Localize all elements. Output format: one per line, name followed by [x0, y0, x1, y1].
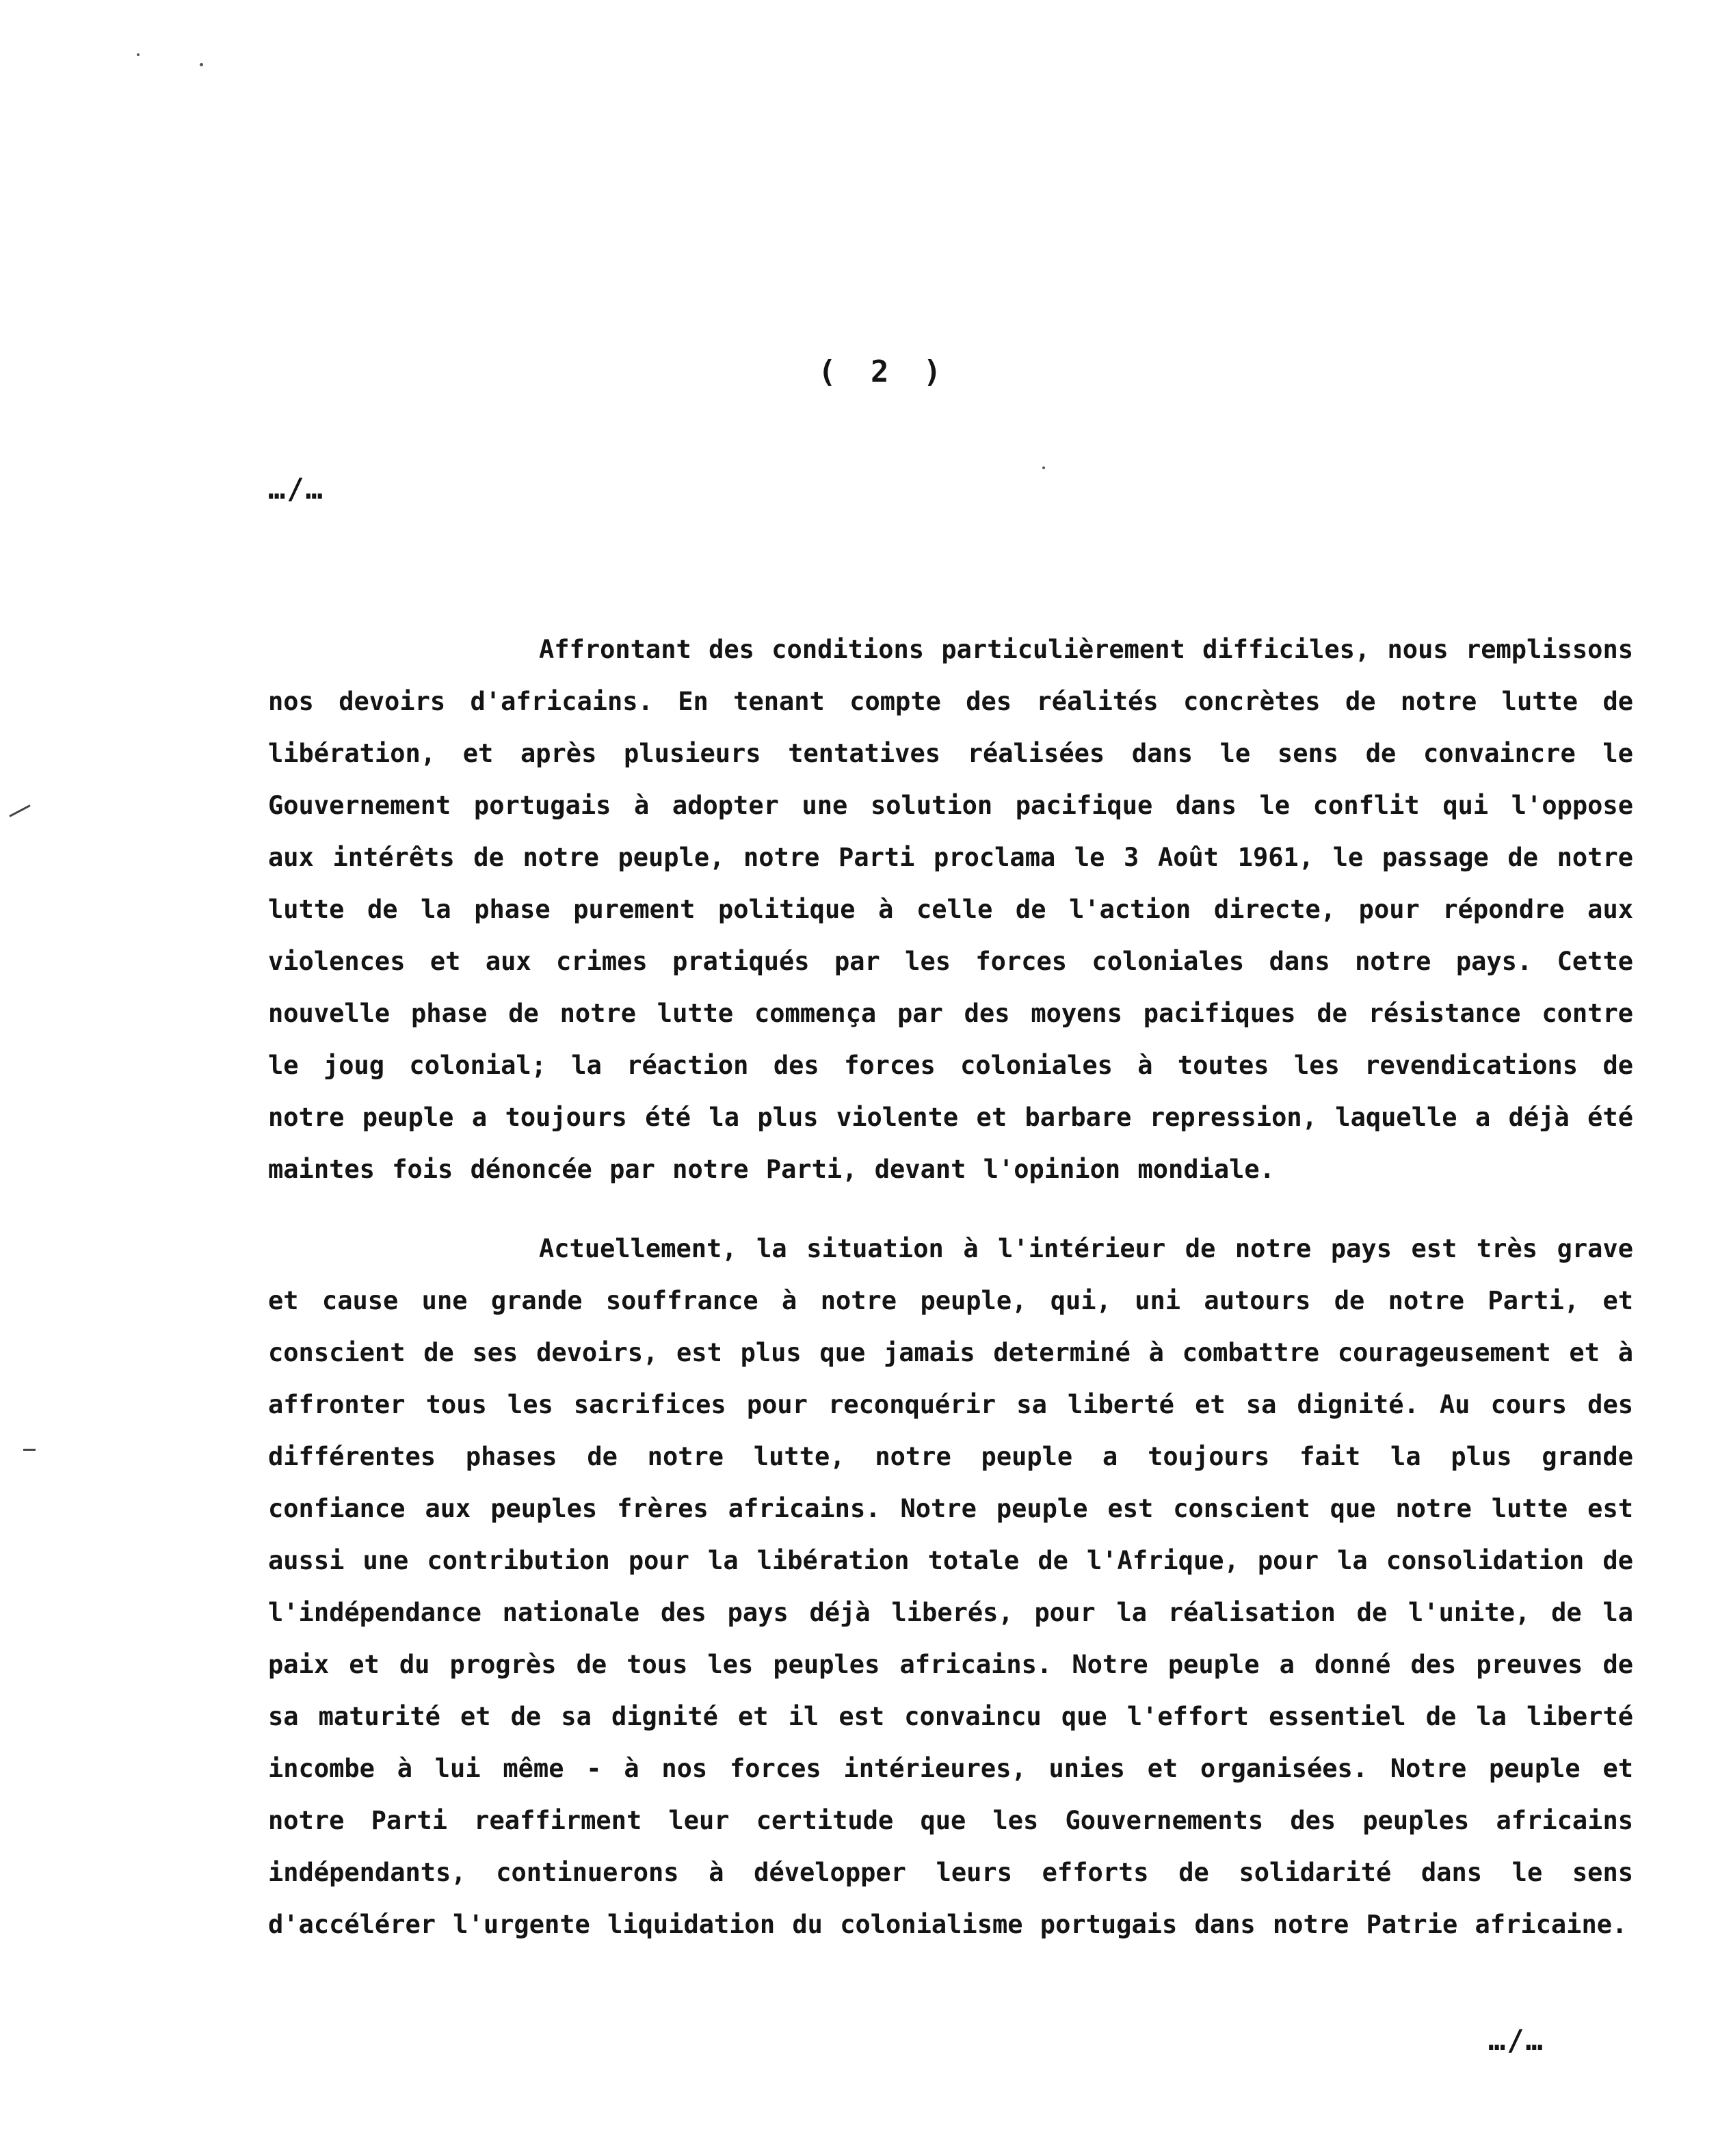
paragraph-1: Affrontant des conditions particulièrement difficiles, nous remplissons nos devoirs d'africains. En tenant compte des réalités concrètes de notre lutte de libération, et après plusieurs tentatives réalisées dans le sens de convaincre le Gouvernement portugais à adopter une solution pacifique dans le conflit qui l'oppose aux intérêts de notre peuple, notre Parti proclama le 3 Août 1961, le passage de notre lutte de la phase purement politique à celle de l'action directe, pour répondre aux violences et aux crimes pratiqués par les forces coloniales dans notre pays. Cette nouvelle phase de notre lutte commença par des moyens pacifiques de résistance contre le joug colonial; la réaction des forces coloniales à toutes les revendications de notre peuple a toujours été la plus violente et barbare repression, laquelle a déjà été maintes fois dénoncée par notre Parti, devant l'opinion mondiale. [268, 635, 1633, 1184]
continuation-marker-bottom: …/… [1488, 2023, 1544, 2057]
page-number: ( 2 ) [818, 354, 950, 389]
continuation-marker-top: …/… [268, 472, 324, 505]
scan-speck [1042, 466, 1045, 469]
margin-mark [23, 1449, 36, 1451]
scan-speck [137, 53, 140, 56]
margin-mark [9, 804, 30, 817]
paragraph-2: Actuellement, la situation à l'intérieur de notre pays est très grave et cause une grande souffrance à notre peuple, qui, uni autours de notre Parti, et conscient de ses devoirs, est plus que jamais determiné à combattre courageusement et à affronter tous les sacrifices pour reconquérir sa liberté et sa dignité. Au cours des différentes phases de notre lutte, notre peuple a toujours fait la plus grande confiance aux peuples frères africains. Notre peuple est conscient que notre lutte est aussi une contribution pour la libération totale de l'Afrique, pour la consolidation de l'indépendance nationale des pays déjà liberés, pour la réalisation de l'unite, de la paix et du progrès de tous les peuples africains. Notre peuple a donné des preuves de sa maturité et de sa dignité et il est convaincu que l'effort essentiel de la liberté incombe à lui même - à nos forces intérieures, unies et organisées. Notre peuple et notre Parti reaffirment leur certitude que les Gouvernements des peuples africains indépendants, continuerons à développer leurs efforts de solidarité dans le sens d'accélérer l'urgente liquidation du colonialisme portugais dans notre Patrie africaine. [268, 1234, 1633, 1939]
scan-speck [200, 63, 203, 66]
